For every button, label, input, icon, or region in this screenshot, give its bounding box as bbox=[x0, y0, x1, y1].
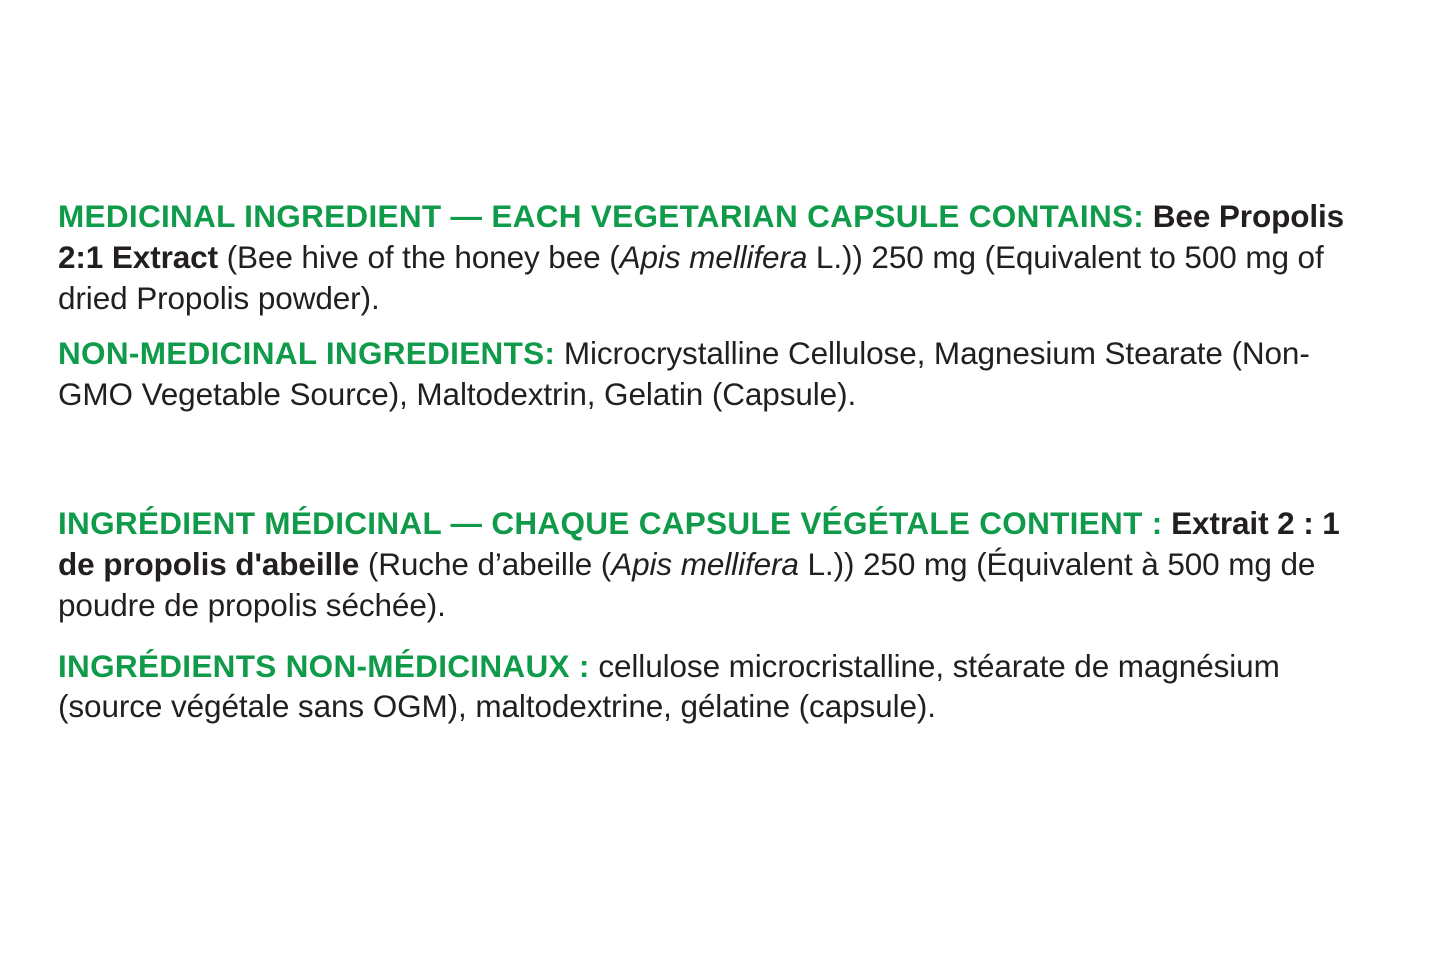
english-medicinal-heading: MEDICINAL INGREDIENT — EACH VEGETARIAN CAPSULE CONTAINS: bbox=[58, 198, 1145, 234]
english-medicinal-source-open: (Bee hive of the honey bee ( bbox=[217, 238, 620, 275]
english-non-medicinal-heading: NON-MEDICINAL INGREDIENTS: bbox=[58, 334, 556, 371]
english-non-medicinal-text: Microcrystalline Cellulose, Magnesium Stearate (Non-GMO Vegetable Source), Maltodextrin, Gelatin (Capsule). bbox=[58, 334, 1310, 412]
french-medicinal-source-open: (Ruche d’abeille ( bbox=[359, 545, 612, 582]
language-separator bbox=[58, 437, 1378, 503]
french-medicinal-source-close: L.)) 250 mg (Équivalent à 500 mg de poudre de propolis séchée). bbox=[58, 545, 1316, 623]
supplement-ingredients-label bbox=[58, 196, 1378, 747]
french-non-medicinal-paragraph bbox=[58, 646, 1378, 728]
french-non-medicinal-heading: INGRÉDIENTS NON-MÉDICINAUX : bbox=[58, 647, 590, 684]
english-medicinal-paragraph bbox=[58, 196, 1378, 319]
english-non-medicinal-paragraph bbox=[58, 333, 1378, 415]
french-medicinal-heading: INGRÉDIENT MÉDICINAL — CHAQUE CAPSULE VÉGÉTALE CONTIENT : bbox=[58, 504, 1163, 541]
french-medicinal-ingredient-name: Extrait 2 : 1 de propolis d'abeille bbox=[58, 504, 1340, 582]
french-medicinal-latin-name: Apis mellifera bbox=[611, 545, 799, 582]
english-section bbox=[58, 196, 1378, 415]
english-medicinal-latin-name: Apis mellifera bbox=[619, 238, 808, 275]
english-medicinal-ingredient-name: Bee Propolis 2:1 Extract bbox=[58, 198, 1345, 275]
french-medicinal-paragraph bbox=[58, 503, 1378, 626]
english-medicinal-source-close: L.)) 250 mg (Equivalent to 500 mg of dried Propolis powder). bbox=[58, 238, 1324, 316]
french-non-medicinal-text: cellulose microcristalline, stéarate de magnésium (source végétale sans OGM), maltodextrine, gélatine (capsule). bbox=[58, 647, 1280, 725]
french-section bbox=[58, 503, 1378, 728]
